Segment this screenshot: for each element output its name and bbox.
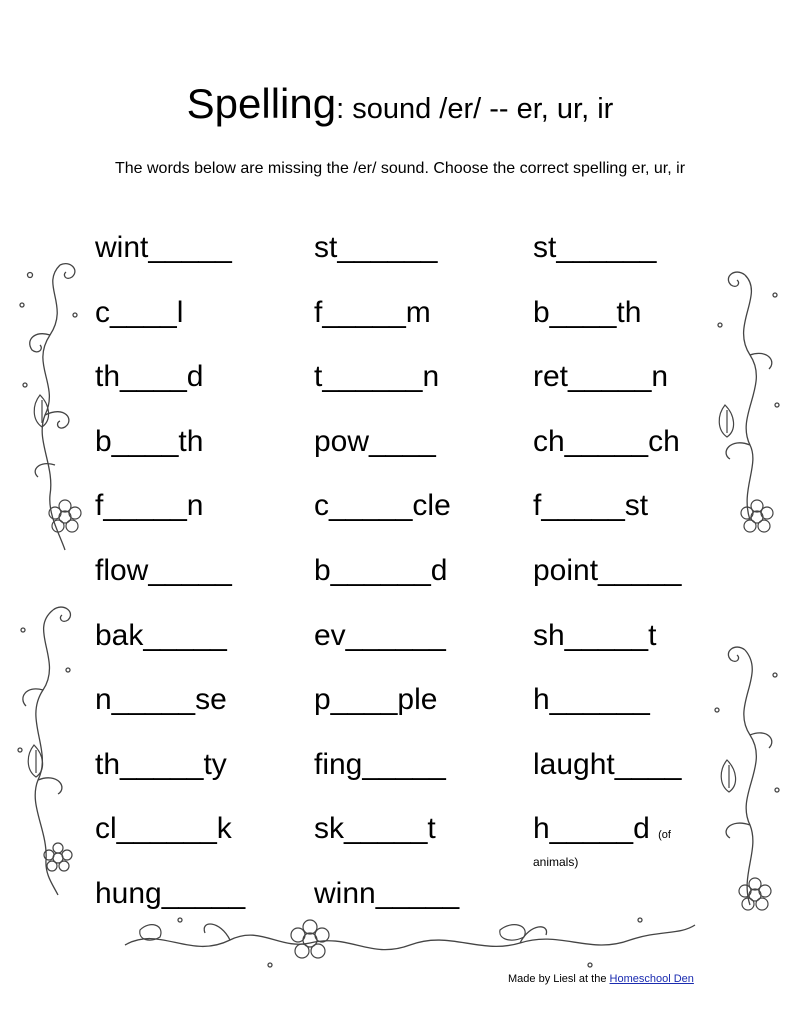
left-lower-vine-decoration — [8, 600, 88, 900]
word-row — [95, 809, 735, 874]
word-item: flow_____ — [95, 553, 232, 587]
word-item: st______ — [314, 231, 438, 264]
instructions-text: The words below are missing the /er/ sound. Choose the correct spelling er, ur, ir — [114, 160, 686, 177]
flower-icon — [49, 500, 81, 532]
word-row — [95, 422, 735, 487]
word-item: bak_____ — [95, 618, 227, 652]
word-row — [95, 293, 735, 358]
word-row — [95, 745, 735, 810]
footer-credit — [508, 973, 694, 985]
word-item: c_____cle — [314, 489, 451, 523]
word-item: h______ — [533, 683, 650, 717]
word-item: b______d — [314, 553, 448, 587]
word-item: c____l — [95, 295, 184, 329]
word-item: laught____ — [533, 747, 682, 781]
word-item: winn_____ — [314, 876, 460, 910]
page-title — [0, 80, 800, 128]
word-item: n_____se — [95, 683, 227, 717]
word-item: st______ — [533, 231, 657, 264]
word-item: f_____st — [533, 489, 649, 523]
word-item: wint_____ — [95, 231, 232, 264]
title-main: Spelling — [186, 80, 337, 127]
left-upper-vine-decoration — [10, 255, 90, 555]
word-item: ret_____n — [533, 360, 669, 394]
word-item: cl______k — [95, 812, 232, 846]
word-row — [95, 228, 735, 293]
word-item: sh_____t — [533, 618, 657, 652]
word-item: th____d — [95, 360, 204, 394]
homeschool-den-link[interactable]: Homeschool Den — [609, 973, 694, 985]
word-grid — [95, 228, 735, 939]
word-item: hung_____ — [95, 876, 246, 910]
note-animals: animals) — [533, 855, 579, 869]
word-item: h_____d — [533, 812, 650, 846]
word-item: ch_____ch — [533, 424, 680, 458]
word-item: th_____ty — [95, 747, 227, 781]
word-item: point_____ — [533, 553, 682, 587]
word-row — [95, 486, 735, 551]
word-item: pow____ — [314, 424, 436, 458]
word-item: p____ple — [314, 683, 438, 717]
footer-prefix: Made by Liesl at the — [508, 973, 610, 985]
word-item: b____th — [533, 295, 642, 329]
word-item: b____th — [95, 424, 204, 458]
word-item: fing_____ — [314, 747, 446, 781]
title-subtitle: : sound /er/ -- er, ur, ir — [336, 93, 614, 125]
word-row — [95, 680, 735, 745]
word-item-with-note — [533, 809, 671, 855]
word-row — [95, 357, 735, 422]
word-item: f_____m — [314, 295, 431, 329]
word-item: f_____n — [95, 489, 204, 523]
word-item: t______n — [314, 360, 440, 394]
word-item: sk_____t — [314, 812, 436, 846]
word-row — [95, 551, 735, 616]
word-item: ev______ — [314, 618, 446, 652]
word-row — [95, 874, 735, 939]
word-row — [95, 616, 735, 681]
note-of: (of — [658, 829, 671, 842]
